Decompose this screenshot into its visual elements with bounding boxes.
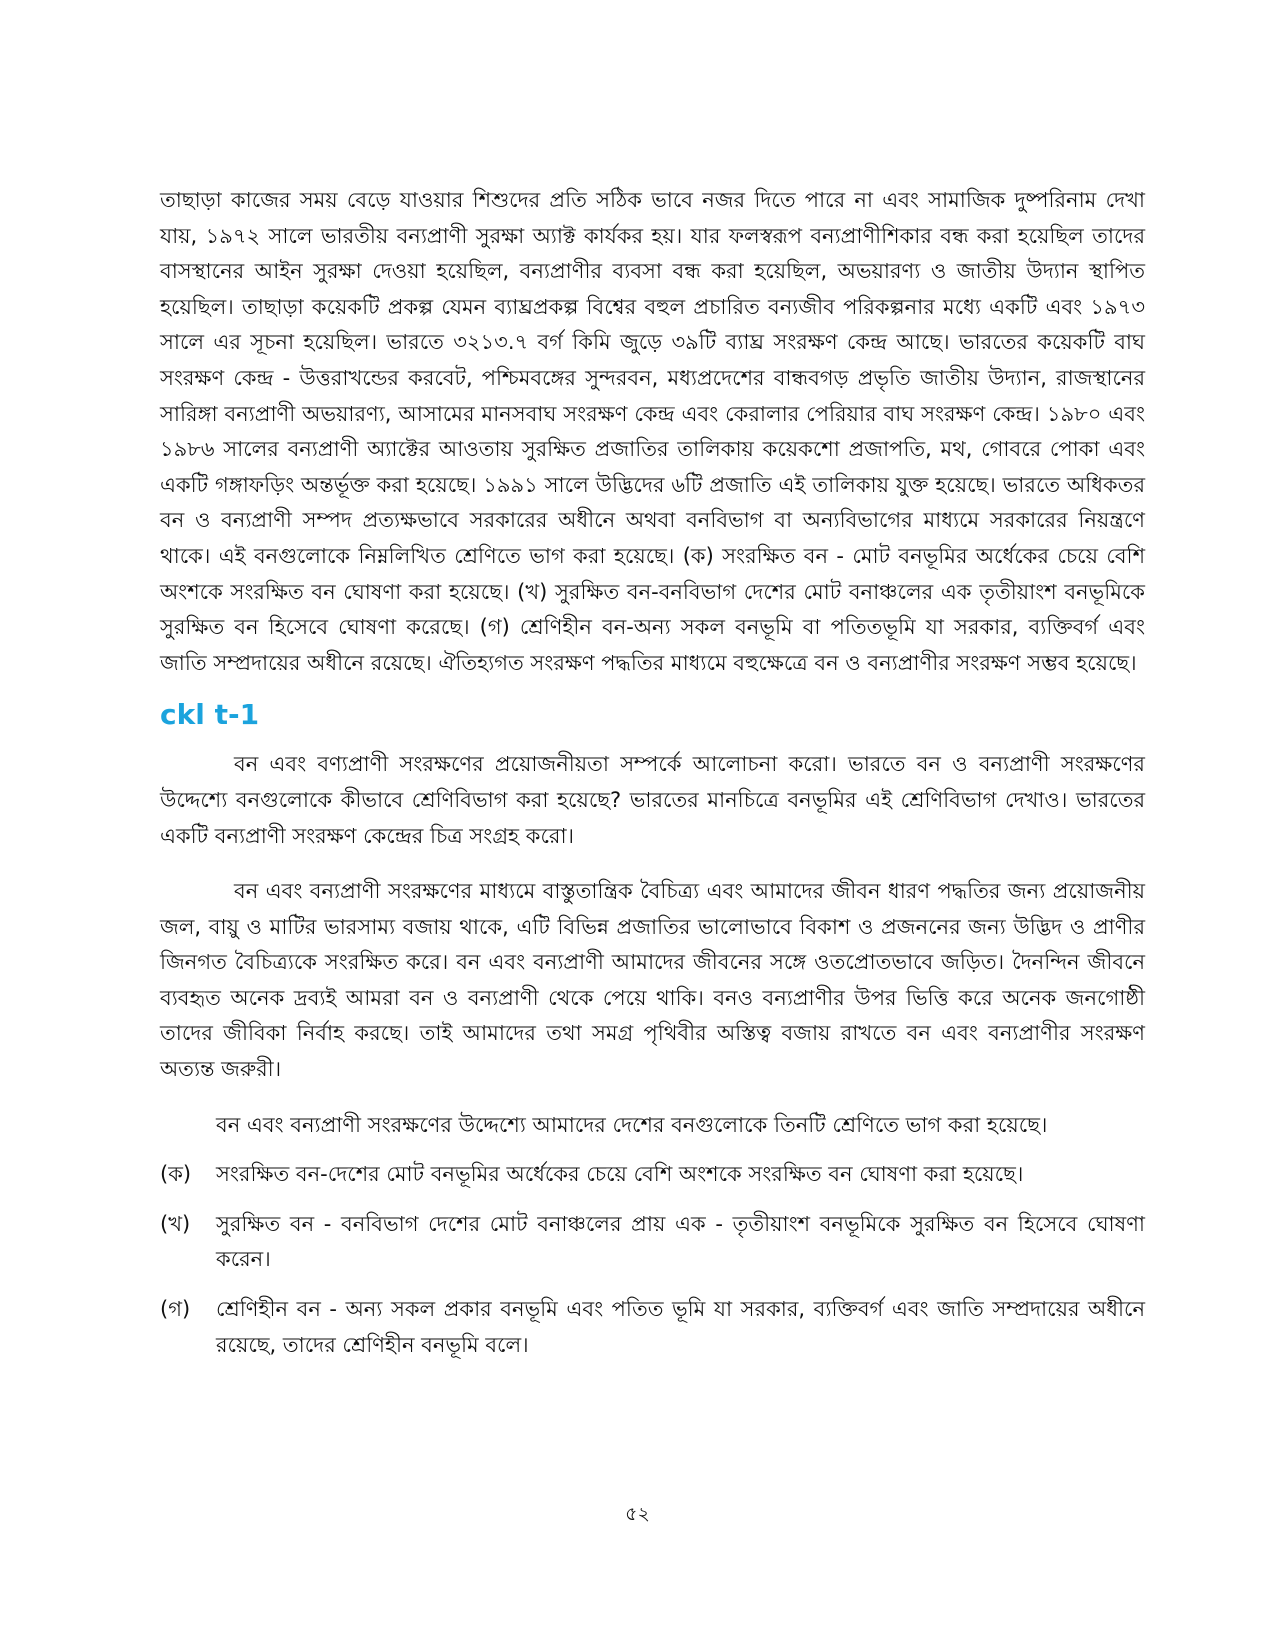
answer-paragraph: বন এবং বন্যপ্রাণী সংরক্ষণের মাধ্যমে বাস্তুতান্ত্রিক বৈচিত্র্য এবং আমাদের জীবন ধারণ পদ্ধতির জন্য প্রয়োজনীয় জল, বায়ু ও মাটির ভারসাম্য বজায় থাকে, এটি বিভিন্ন প্রজাতির ভালোভাবে বিকাশ ও প্রজননের জন্য উদ্ভিদ ও প্রাণীর জিনগত বৈচিত্র্যকে সংরক্ষিত করে। বন এবং বন্যপ্রাণী আমাদের জীবনের সঙ্গে ওতপ্রোতভাবে জড়িত। দৈনন্দিন জীবনে ব্যবহৃত অনেক দ্রব্যই আমরা বন ও বন্যপ্রাণী থেকে পেয়ে থাকি। বনও বন্যপ্রাণীর উপর ভিত্তি করে অনেক জনগোষ্ঠী তাদের জীবিকা নির্বাহ করছে। তাই আমাদের তথা সমগ্র পৃথিবীর অস্তিত্ব বজায় রাখতে বন এবং বন্যপ্রাণীর সংরক্ষণ অত্যন্ত জরুরী। [160,879,1145,1082]
category-text: সুরক্ষিত বন - বনবিভাগ দেশের মোট বনাঞ্চলের প্রায় এক - তৃতীয়াংশ বনভূমিকে সুরক্ষিত বন হিসেবে ঘোষণা করেন। [216,1211,1145,1272]
category-text: শ্রেণিহীন বন - অন্য সকল প্রকার বনভূমি এবং পতিত ভূমি যা সরকার, ব্যক্তিবর্গ এবং জাতি সম্প্রদায়ের অধীনে রয়েছে, তাদের শ্রেণিহীন বনভূমি বলে। [216,1297,1145,1357]
section-heading: ckl t-1 [160,698,260,732]
page-number: ৫২ [625,1503,650,1525]
category-item [160,1207,1145,1278]
task-paragraph: বন এবং বণ্যপ্রাণী সংরক্ষণের প্রয়োজনীয়তা সম্পর্কে আলোচনা করো। ভারতে বন ও বন্যপ্রাণী সংরক্ষণের উদ্দেশ্যে বনগুলোকে কীভাবে শ্রেণিবিভাগ করা হয়েছে? ভারতের মানচিত্রে বনভূমির এই শ্রেণিবিভাগ দেখাও। ভারতের একটি বন্যপ্রাণী সংরক্ষণ কেন্দ্রের চিত্র সংগ্রহ করো। [160,752,1145,848]
classification-lead: বন এবং বন্যপ্রাণী সংরক্ষণের উদ্দেশ্যে আমাদের দেশের বনগুলোকে তিনটি শ্রেণিতে ভাগ করা হয়েছে। [216,1112,1048,1137]
category-item [160,1157,1145,1193]
page-body [160,183,1145,1363]
category-item [160,1292,1145,1363]
category-marker: (খ) [160,1211,191,1236]
category-text: সংরক্ষিত বন-দেশের মোট বনভূমির অর্ধেকের চেয়ে বেশি অংশকে সংরক্ষিত বন ঘোষণা করা হয়েছে। [216,1162,1024,1187]
intro-paragraph: তাছাড়া কাজের সময় বেড়ে যাওয়ার শিশুদের প্রতি সঠিক ভাবে নজর দিতে পারে না এবং সামাজিক দুষ্পরিনাম দেখা যায়, ১৯৭২ সালে ভারতীয় বন্যপ্রাণী সুরক্ষা অ্যাক্ট কার্যকর হয়। যার ফলস্বরূপ বন্যপ্রাণীশিকার বন্ধ করা হয়েছিল তাদের বাসস্থানের আইন সুরক্ষা দেওয়া হয়েছিল, বন্যপ্রাণীর ব্যবসা বন্ধ করা হয়েছিল, অভয়ারণ্য ও জাতীয় উদ্যান স্থাপিত হয়েছিল। তাছাড়া কয়েকটি প্রকল্প যেমন ব্যাঘ্রপ্রকল্প বিশ্বের বহুল প্রচারিত বন্যজীব পরিকল্পনার মধ্যে একটি এবং ১৯৭৩ সালে এর সূচনা হয়েছিল। ভারতে ৩২১৩.৭ বর্গ কিমি জুড়ে ৩৯টি ব্যাঘ্র সংরক্ষণ কেন্দ্র আছে। ভারতের কয়েকটি বাঘ সংরক্ষণ কেন্দ্র - উত্তরাখন্ডের করবেট, পশ্চিমবঙ্গের সুন্দরবন, মধ্যপ্রদেশের বান্ধবগড় প্রভৃতি জাতীয় উদ্যান, রাজস্থানের সারিঙ্গা বন্যপ্রাণী অভয়ারণ্য, আসামের মানসবাঘ সংরক্ষণ কেন্দ্র এবং কেরালার পেরিয়ার বাঘ সংরক্ষণ কেন্দ্র। ১৯৮০ এবং ১৯৮৬ সালের বন্যপ্রাণী অ্যাক্টের আওতায় সুরক্ষিত প্রজাতির তালিকায় কয়েকশো প্রজাপতি, মথ, গোবরে পোকা এবং একটি গঙ্গাফড়িং অন্তর্ভূক্ত করা হয়েছে। ১৯৯১ সালে উদ্ভিদের ৬টি প্রজাতি এই তালিকায় যুক্ত হয়েছে। ভারতে অধিকতর বন ও বন্যপ্রাণী সম্পদ প্রত্যক্ষভাবে সরকারের অধীনে অথবা বনবিভাগ বা অন্যবিভাগের মাধ্যমে সরকারের নিয়ন্ত্রণে থাকে। এই বনগুলোকে নিম্নলিখিত শ্রেণিতে ভাগ করা হয়েছে। (ক) সংরক্ষিত বন - মোট বনভূমির অর্ধেকের চেয়ে বেশি অংশকে সংরক্ষিত বন ঘোষণা করা হয়েছে। (খ) সুরক্ষিত বন-বনবিভাগ দেশের মোট বনাঞ্চলের এক তৃতীয়াংশ বনভূমিকে সুরক্ষিত বন হিসেবে ঘোষণা করেছে। (গ) শ্রেণিহীন বন-অন্য সকল বনভূমি বা পতিতভূমি যা সরকার, ব্যক্তিবর্গ এবং জাতি সম্প্রদায়ের অধীনে রয়েছে। ঐতিহ্যগত সংরক্ষণ পদ্ধতির মাধ্যমে বহুক্ষেত্রে বন ও বন্যপ্রাণীর সংরক্ষণ সম্ভব হয়েছে। [160,188,1145,675]
category-marker: (গ) [160,1297,191,1322]
category-marker: (ক) [160,1162,192,1187]
